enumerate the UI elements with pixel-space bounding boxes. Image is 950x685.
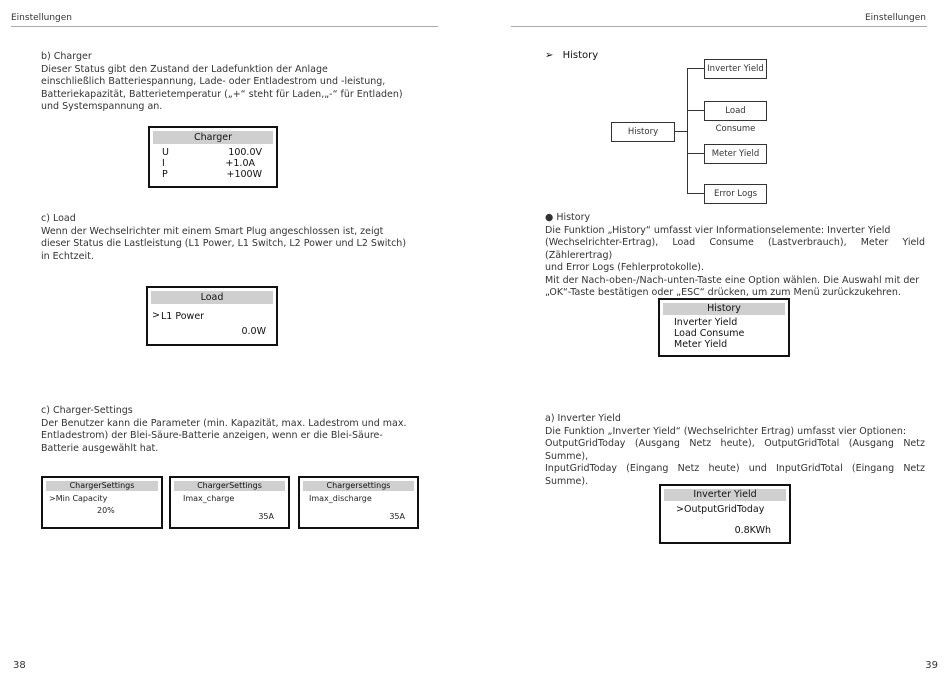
- tree-heading-label: History: [562, 50, 599, 61]
- imax-charge-screen: [169, 476, 290, 529]
- load-screen: [146, 286, 278, 346]
- charger-heading: b) Charger: [41, 51, 92, 62]
- charger-row-value: +100W: [226, 169, 262, 180]
- inverter-yield-screen: [659, 484, 791, 544]
- inverter-yield-section: [545, 413, 925, 488]
- inverter-yield-screen-value: 0.8KWh: [734, 525, 771, 536]
- charger-row-label: I: [162, 158, 165, 169]
- imax-discharge-screen-item: Imax_discharge: [309, 494, 372, 503]
- charger-settings-line-1: Der Benutzer kann die Parameter (min. Kapazität, max. Ladestrom und max.: [41, 417, 407, 429]
- tree-heading: [545, 50, 598, 61]
- imax-charge-screen-title: ChargerSettings: [174, 481, 285, 491]
- charger-row-value: 100.0V: [228, 147, 262, 158]
- history-line-1: Die Funktion „History“ umfasst vier Informationselemente: Inverter Yield: [545, 224, 891, 236]
- load-section: [41, 213, 421, 263]
- history-screen-item: Load Consume: [674, 328, 745, 339]
- inverter-yield-line-2: OutputGridToday (Ausgang Netz heute), OutputGridTotal (Ausgang Netz Summe),: [545, 438, 925, 462]
- charger-line-1: Dieser Status gibt den Zustand der Ladefunktion der Anlage: [41, 63, 328, 75]
- charger-settings-line-3: Batterie ausgewählt hat.: [41, 442, 159, 454]
- imax-discharge-screen-value: 35A: [389, 512, 405, 521]
- tree-branch: [687, 110, 704, 111]
- inverter-yield-heading: a) Inverter Yield: [545, 413, 621, 424]
- min-capacity-screen: [41, 476, 163, 529]
- left-header-title: Einstellungen: [11, 13, 73, 23]
- load-line-3: in Echtzeit.: [41, 250, 94, 262]
- history-line-5: „OK“-Taste bestätigen oder „ESC“ drücken, um zum Menü zurückzukehren.: [545, 287, 901, 298]
- charger-row-value: +1.0A: [225, 158, 255, 169]
- load-heading: c) Load: [41, 213, 76, 224]
- charger-line-2: einschließlich Batteriespannung, Lade- oder Entladestrom und -leistung,: [41, 76, 386, 87]
- history-line-2: (Wechselrichter-Ertrag), Load Consume (Lastverbrauch), Meter Yield (Zählerertrag): [545, 237, 925, 261]
- tree-branch: [687, 193, 704, 194]
- min-capacity-screen-title: ChargerSettings: [46, 481, 158, 491]
- history-screen-item: Meter Yield: [674, 339, 728, 350]
- inverter-yield-line-3: InputGridToday (Eingang Netz heute) und InputGridTotal (Eingang Netz Summe).: [545, 463, 925, 487]
- history-screen: [658, 298, 790, 357]
- history-line-3: und Error Logs (Fehlerprotokolle).: [545, 262, 705, 273]
- tree-branch: [687, 68, 704, 69]
- load-screen-title: Load: [151, 291, 273, 304]
- tree-node-load-consume: Load Consume: [704, 101, 767, 121]
- right-header-title: Einstellungen: [864, 13, 926, 23]
- left-header-rule: [11, 26, 438, 27]
- charger-settings-line-2: Entladestrom) der Blei-Säure-Batterie anzeigen, wenn er die Blei-Säure-: [41, 430, 383, 441]
- history-screen-item: Inverter Yield: [674, 317, 738, 328]
- charger-row-label: U: [162, 147, 169, 158]
- bullet-dot-icon: ●: [545, 212, 554, 223]
- inverter-yield-line-1: Die Funktion „Inverter Yield“ (Wechselrichter Ertrag) umfasst vier Optionen:: [545, 425, 907, 437]
- min-capacity-screen-value: 20%: [97, 506, 115, 515]
- right-header-rule: [511, 26, 927, 27]
- load-line-2: dieser Status die Lastleistung (L1 Power, L1 Switch, L2 Power und L2 Switch): [41, 238, 407, 249]
- charger-settings-section: [41, 405, 421, 455]
- tree-branch: [687, 153, 704, 154]
- charger-screen-title: Charger: [153, 131, 273, 144]
- charger-settings-heading: c) Charger-Settings: [41, 405, 133, 416]
- charger-section: [41, 51, 441, 114]
- history-screen-title: History: [663, 303, 785, 315]
- history-section: [545, 212, 925, 300]
- charger-row-label: P: [162, 169, 168, 180]
- tree-node-error-logs: Error Logs: [704, 184, 767, 204]
- left-page-number: 38: [13, 660, 26, 671]
- inverter-yield-screen-item: >OutputGridToday: [676, 504, 765, 515]
- right-page-number: 39: [925, 660, 938, 671]
- tree-connector: [674, 131, 687, 132]
- imax-discharge-screen-title: Chargersettings: [303, 481, 414, 491]
- inverter-yield-screen-title: Inverter Yield: [664, 489, 786, 501]
- imax-discharge-screen: [298, 476, 419, 529]
- tree-trunk-line: [687, 68, 688, 194]
- load-screen-value: 0.0W: [241, 326, 266, 337]
- min-capacity-screen-item: >Min Capacity: [49, 494, 108, 503]
- tree-node-inverter-yield: Inverter Yield: [704, 59, 767, 79]
- charger-screen: [148, 126, 278, 188]
- load-line-1: Wenn der Wechselrichter mit einem Smart Plug angeschlossen ist, zeigt: [41, 225, 384, 237]
- history-heading: History: [556, 212, 591, 223]
- imax-charge-screen-item: Imax_charge: [183, 494, 235, 503]
- imax-charge-screen-value: 35A: [258, 512, 274, 521]
- load-screen-item: L1 Power: [161, 311, 205, 322]
- chevron-right-icon: >: [152, 310, 160, 321]
- arrowhead-bullet-icon: ➢: [545, 50, 554, 61]
- history-line-4: Mit der Nach-oben-/Nach-unten-Taste eine Option wählen. Die Auswahl mit der: [545, 274, 920, 286]
- charger-line-4: und Systemspannung an.: [41, 101, 163, 112]
- tree-node-meter-yield: Meter Yield: [704, 144, 767, 164]
- tree-root-node: History: [611, 122, 675, 142]
- charger-line-3: Batteriekapazität, Batterietemperatur („+“ steht für Laden,„-“ für Entladen): [41, 88, 403, 100]
